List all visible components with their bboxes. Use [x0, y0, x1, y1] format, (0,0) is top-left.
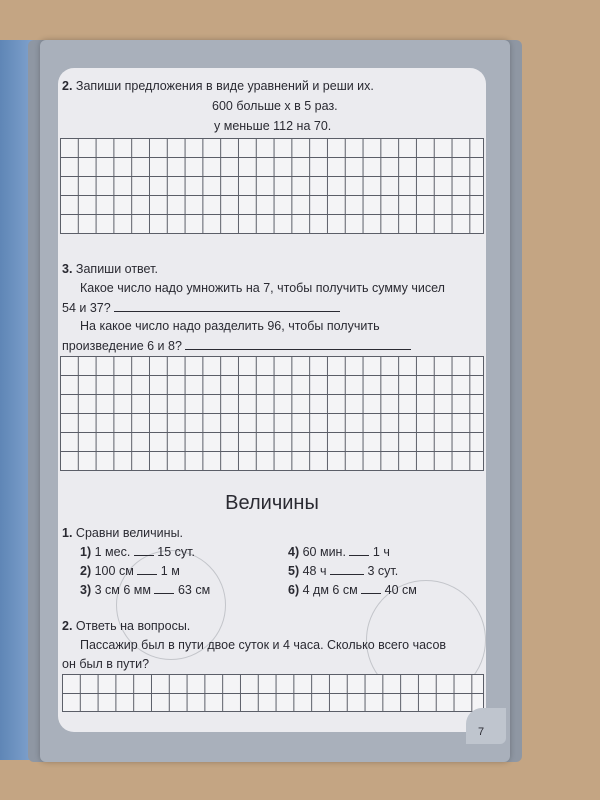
compare-number: 1. [62, 526, 73, 540]
task3-question1-line1: Какое число надо умножить на 7, чтобы получить сумму чисел [80, 281, 445, 295]
questions-number: 2. [62, 619, 73, 633]
questions-heading [62, 619, 190, 634]
compare-blank[interactable] [349, 544, 369, 556]
item-right-value: 3 сут. [367, 564, 399, 578]
item-left-value: 1 мес. [94, 545, 131, 559]
compare-blank[interactable] [137, 563, 157, 575]
item-number: 4) [288, 545, 300, 559]
questions-title: Ответь на вопросы. [75, 619, 191, 633]
task3-heading [62, 262, 158, 277]
worksheet [58, 68, 486, 732]
task2-number: 2. [62, 79, 73, 93]
answer-grid-task2[interactable] [60, 138, 484, 234]
item-number: 5) [288, 564, 300, 578]
item-number: 6) [288, 583, 300, 597]
compare-item-5 [288, 563, 398, 579]
compare-blank[interactable] [134, 544, 154, 556]
item-right-value: 63 см [177, 583, 211, 597]
compare-item-3 [80, 582, 210, 598]
section-title: Величины [225, 492, 319, 514]
item-right-value: 1 м [160, 564, 180, 578]
item-number: 1) [80, 545, 92, 559]
item-right-value: 15 сут. [157, 545, 195, 559]
task2-heading [62, 79, 374, 94]
answer-grid-questions[interactable] [62, 674, 484, 712]
task3-question1-line2 [62, 300, 340, 316]
questions-line2: он был в пути? [62, 657, 150, 671]
task3-question2-text: произведение 6 и 8? [62, 339, 182, 353]
answer-blank-1[interactable] [114, 300, 340, 312]
compare-item-1 [80, 544, 195, 560]
compare-item-2 [80, 563, 180, 579]
item-number: 2) [80, 564, 92, 578]
answer-blank-2[interactable] [185, 338, 411, 350]
task3-title: Запиши ответ. [75, 262, 158, 276]
answer-grid-task3[interactable] [60, 356, 484, 471]
task2-line1: 600 больше x в 5 раз. [212, 99, 338, 113]
task3-question2-line2 [62, 338, 411, 354]
item-right-value: 40 см [384, 583, 417, 597]
page-number: 7 [478, 726, 485, 738]
compare-blank[interactable] [330, 563, 364, 575]
task3-question1-text: 54 и 37? [62, 301, 111, 315]
item-left-value: 100 см [94, 564, 134, 578]
page-corner [466, 708, 506, 744]
compare-blank[interactable] [154, 582, 174, 594]
task3-question2-line1: На какое число надо разделить 96, чтобы получить [80, 319, 380, 333]
compare-heading [62, 526, 183, 541]
task2-line2: y меньше 112 на 70. [214, 119, 332, 133]
item-left-value: 60 мин. [302, 545, 346, 559]
compare-blank[interactable] [361, 582, 381, 594]
item-number: 3) [80, 583, 92, 597]
compare-item-6 [288, 582, 417, 598]
task3-number: 3. [62, 262, 73, 276]
item-left-value: 4 дм 6 см [302, 583, 358, 597]
questions-line1: Пассажир был в пути двое суток и 4 часа. Сколько всего часов [80, 638, 447, 652]
item-left-value: 3 см 6 мм [94, 583, 151, 597]
item-right-value: 1 ч [372, 545, 390, 559]
compare-title: Сравни величины. [75, 526, 184, 540]
task2-title: Запиши предложения в виде уравнений и реши их. [75, 79, 374, 93]
item-left-value: 48 ч [302, 564, 327, 578]
compare-item-4 [288, 544, 390, 560]
